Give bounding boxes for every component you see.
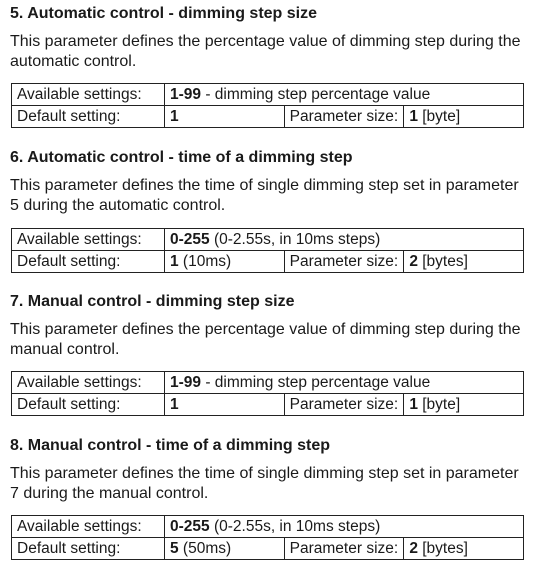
available-note: - dimming step percentage value: [201, 85, 431, 103]
section-title: 8. Manual control - time of a dimming step: [10, 437, 331, 454]
available-settings-value: [165, 516, 524, 538]
size-number: 2: [409, 252, 418, 270]
available-note: (0-2.55s, in 10ms steps): [209, 517, 381, 535]
parameter-table: [11, 83, 524, 128]
default-number: 1: [170, 252, 179, 270]
parameter-size-value: [404, 394, 524, 416]
available-settings-label: Available settings:: [12, 84, 165, 106]
default-number: 1: [170, 107, 179, 125]
parameter-size-label: Parameter size:: [284, 106, 404, 128]
available-settings-row: [12, 84, 524, 106]
available-settings-value: [165, 229, 524, 251]
section-description: This parameter defines the percentage value of dimming step during the automatic control.: [10, 33, 521, 70]
parameter-section-8: [10, 436, 526, 557]
default-setting-value: [165, 394, 285, 416]
size-unit: [byte]: [417, 395, 461, 413]
default-number: 5: [170, 539, 179, 557]
section-title: 5. Automatic control - dimming step size: [10, 5, 317, 22]
size-number: 1: [409, 107, 418, 125]
default-setting-label: Default setting:: [12, 251, 165, 273]
parameter-size-label: Parameter size:: [284, 251, 404, 273]
section-description: This parameter defines the percentage value of dimming step during the manual control.: [10, 321, 521, 358]
available-settings-row: [12, 516, 524, 538]
available-range: 0-255: [170, 230, 210, 248]
default-number: 1: [170, 395, 179, 413]
available-range: 1-99: [170, 85, 202, 103]
size-number: 1: [409, 395, 418, 413]
parameter-table: [11, 228, 524, 273]
default-note: (50ms): [178, 539, 232, 557]
parameter-table: [11, 371, 524, 416]
default-note: (10ms): [178, 252, 232, 270]
parameter-size-value: [404, 538, 524, 560]
section-description: This parameter defines the time of single dimming step set in parameter 7 during the manual control.: [10, 465, 519, 502]
parameter-size-label: Parameter size:: [284, 538, 404, 560]
available-settings-value: [165, 372, 524, 394]
available-settings-label: Available settings:: [12, 229, 165, 251]
parameter-section-7: [10, 292, 526, 413]
default-setting-row: [12, 106, 524, 128]
default-setting-row: [12, 538, 524, 560]
section-description: This parameter defines the time of single dimming step set in parameter 5 during the automatic control.: [10, 177, 519, 214]
default-setting-value: [165, 251, 285, 273]
section-title: 7. Manual control - dimming step size: [10, 293, 295, 310]
section-title: 6. Automatic control - time of a dimming step: [10, 149, 353, 166]
parameter-size-value: [404, 251, 524, 273]
available-note: - dimming step percentage value: [201, 373, 431, 391]
size-unit: [byte]: [417, 107, 461, 125]
size-number: 2: [409, 539, 418, 557]
parameter-size-value: [404, 106, 524, 128]
default-setting-row: [12, 394, 524, 416]
default-setting-label: Default setting:: [12, 394, 165, 416]
size-unit: [bytes]: [417, 539, 468, 557]
available-settings-label: Available settings:: [12, 372, 165, 394]
default-setting-label: Default setting:: [12, 538, 165, 560]
available-range: 1-99: [170, 373, 202, 391]
size-unit: [bytes]: [417, 252, 468, 270]
available-settings-label: Available settings:: [12, 516, 165, 538]
parameter-section-5: [10, 4, 526, 125]
parameter-section-6: [10, 148, 526, 270]
available-settings-row: [12, 229, 524, 251]
available-settings-value: [165, 84, 524, 106]
default-setting-label: Default setting:: [12, 106, 165, 128]
parameter-size-label: Parameter size:: [284, 394, 404, 416]
default-setting-row: [12, 251, 524, 273]
parameter-table: [11, 515, 524, 560]
available-settings-row: [12, 372, 524, 394]
available-note: (0-2.55s, in 10ms steps): [209, 230, 381, 248]
available-range: 0-255: [170, 517, 210, 535]
default-setting-value: [165, 538, 285, 560]
default-setting-value: [165, 106, 285, 128]
